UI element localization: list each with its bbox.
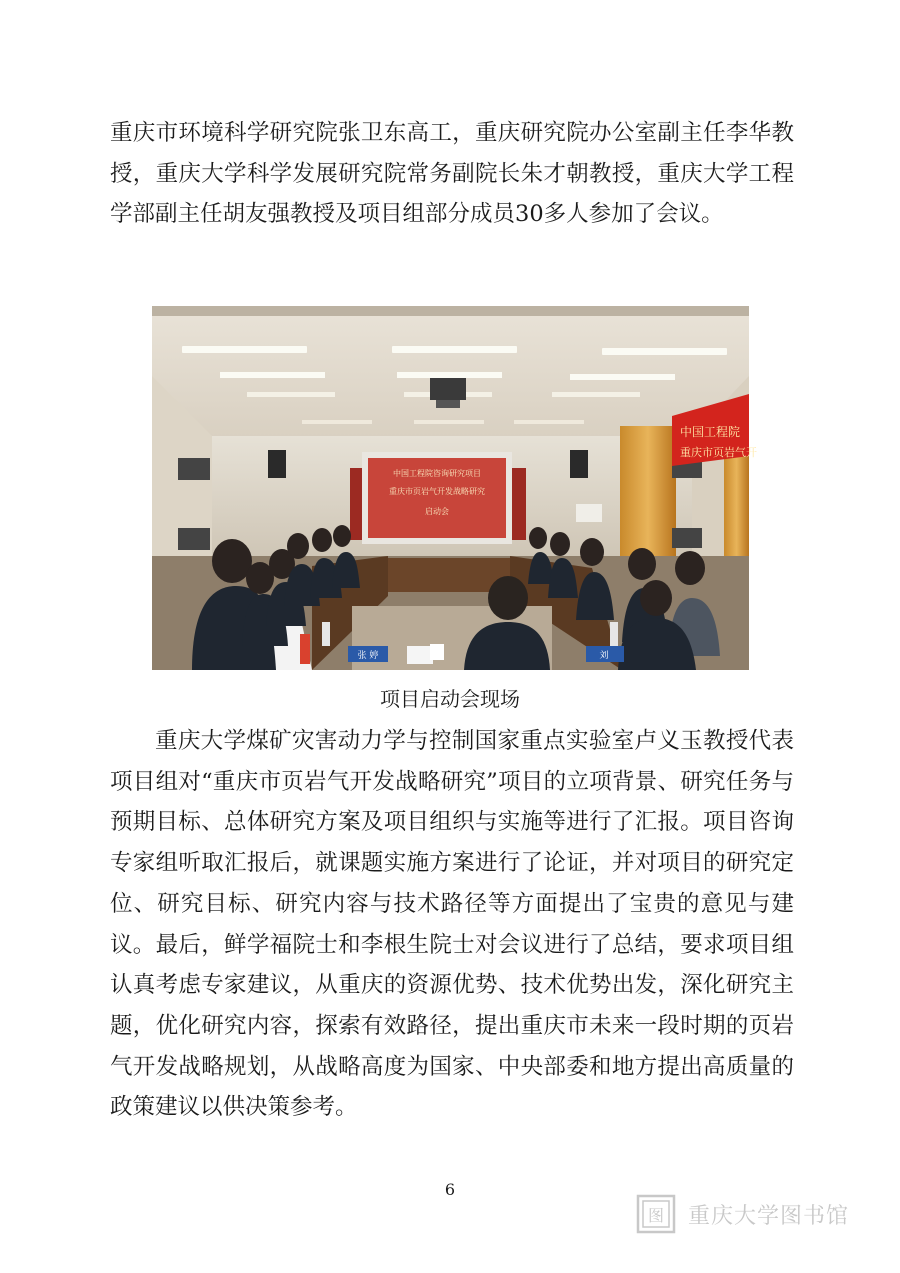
meeting-photo [152, 306, 757, 670]
library-name: 重庆大学图书馆 [688, 1203, 850, 1229]
seal-glyph: 图 [647, 1206, 665, 1225]
banner-line-2: 重庆市页岩气开 [680, 446, 757, 459]
nameplate-right: 刘 [599, 651, 609, 661]
screen-line-2: 重庆市页岩气开发战略研究 [389, 487, 485, 496]
screen-line-3: 启动会 [425, 507, 449, 516]
photo-caption: 项目启动会现场 [380, 687, 520, 711]
paragraph-report: 重庆大学煤矿灾害动力学与控制国家重点实验室卢义玉教授代表项目组对“重庆市页岩气开发战略研究”项目的立项背景、研究任务与预期目标、总体研究方案及项目组织与实施等进行了汇报。项目咨询专家组听取汇报后，就课题实施方案进行了论证，并对项目的研究定位、研究目标、研究内容与技术路径等方面提出了宝贵的意见与建议。最后，鲜学福院士和李根生院士对会议进行了总结，要求项目组认真考虑专家建议，从重庆的资源优势、技术优势出发，深化研究主题，优化研究内容，探索有效路径，提出重庆市未来一段时期的页岩气开发战略规划，从战略高度为国家、中央部委和地方提出高质量的政策建议以供决策参考。 [110, 728, 794, 1121]
nameplate-left: 张 婷 [357, 651, 379, 661]
banner-line-1: 中国工程院 [680, 425, 741, 439]
page-number: 6 [444, 1180, 456, 1199]
library-seal-icon [636, 1194, 676, 1234]
paragraph-attendees: 重庆市环境科学研究院张卫东高工，重庆研究院办公室副主任李华教授，重庆大学科学发展研究院常务副院长朱才朝教授，重庆大学工程学部副主任胡友强教授及项目组部分成员30多人参加了会议。 [110, 120, 794, 228]
library-watermark [636, 1192, 866, 1236]
screen-line-1: 中国工程院咨询研究项目 [393, 469, 481, 478]
meeting-photo-illustration [152, 306, 757, 670]
